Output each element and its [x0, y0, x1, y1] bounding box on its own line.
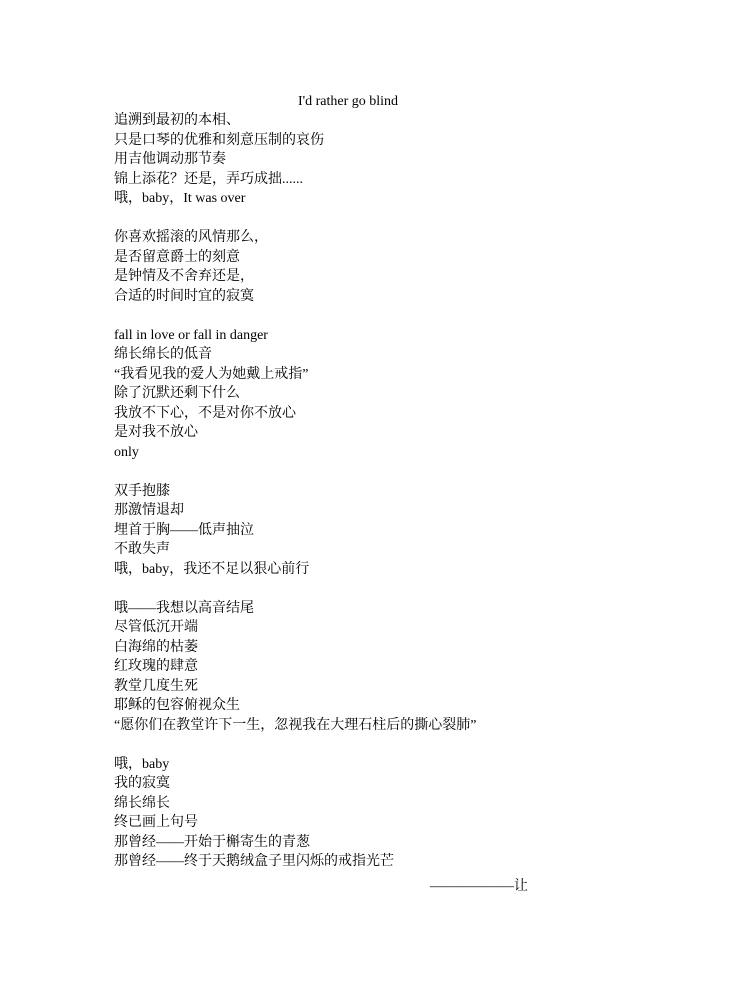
poem-line: 双手抱膝	[114, 483, 170, 499]
stanza-1	[114, 111, 714, 209]
poem-line: “我看见我的爱人为她戴上戒指”	[114, 366, 309, 382]
poem-line: only	[114, 444, 139, 460]
poem-line: 合适的时间时宜的寂寞	[114, 288, 254, 304]
poem-line: 埋首于胸——低声抽泣	[114, 522, 254, 538]
poem-line: 哦，baby	[114, 756, 170, 772]
poem-line: 哦，baby，我还不足以狠心前行	[114, 561, 310, 577]
poem-line: 教堂几度生死	[114, 678, 198, 694]
stanza-6	[114, 755, 714, 872]
poem-line: 绵长绵长的低音	[114, 347, 212, 362]
poem-line: 我的寂寞	[114, 776, 170, 791]
poem-line: 不敢失声	[114, 542, 170, 557]
poem-line: 追溯到最初的本相、	[114, 113, 240, 128]
poem-line: 除了沉默还剩下什么	[114, 386, 240, 401]
poem-line: 终已画上句号	[114, 815, 198, 830]
author-signature: ——————让	[430, 879, 528, 894]
poem-line: 白海绵的枯萎	[114, 639, 198, 655]
stanza-4	[114, 482, 714, 580]
poem-line: 那曾经——开始于槲寄生的青葱	[114, 834, 310, 850]
stanza-5	[114, 599, 714, 736]
poem-line: 耶稣的包容俯视众生	[114, 698, 240, 713]
poem-line: 是钟情及不舍弃还是，	[114, 269, 254, 284]
poem-line: fall in love or fall in danger	[114, 327, 268, 343]
stanza-2	[114, 228, 714, 306]
poem-line: 哦——我想以高音结尾	[114, 600, 254, 616]
poem-line: 那曾经——终于天鹅绒盒子里闪烁的戒指光芒	[114, 854, 394, 869]
poem-body	[114, 111, 714, 891]
poem-line: 尽管低沉开端	[114, 620, 198, 635]
poem-line: 哦，baby，It was over	[114, 191, 246, 206]
poem-line: “愿你们在教堂许下一生，忽视我在大理石柱后的撕心裂肺”	[114, 717, 477, 733]
poem-line: 红玫瑰的肆意	[114, 659, 198, 674]
poem-title: I'd rather go blind	[297, 94, 399, 109]
poem-line: 我放不下心，不是对你不放心	[114, 405, 296, 421]
poem-line: 是否留意爵士的刻意	[114, 249, 240, 265]
poem-line: 只是口琴的优雅和刻意压制的哀伤	[114, 132, 324, 148]
poem-line: 绵长绵长	[114, 795, 170, 811]
poem-line: 那激情退却	[114, 503, 184, 518]
stanza-3	[114, 326, 714, 463]
poem-line: 锦上添花？还是，弄巧成拙......	[114, 171, 303, 187]
poem-line: 是对我不放心	[114, 425, 198, 440]
poem-line: 用吉他调动那节奏	[114, 152, 226, 167]
poem-line: 你喜欢摇滚的风情那么，	[114, 230, 268, 245]
